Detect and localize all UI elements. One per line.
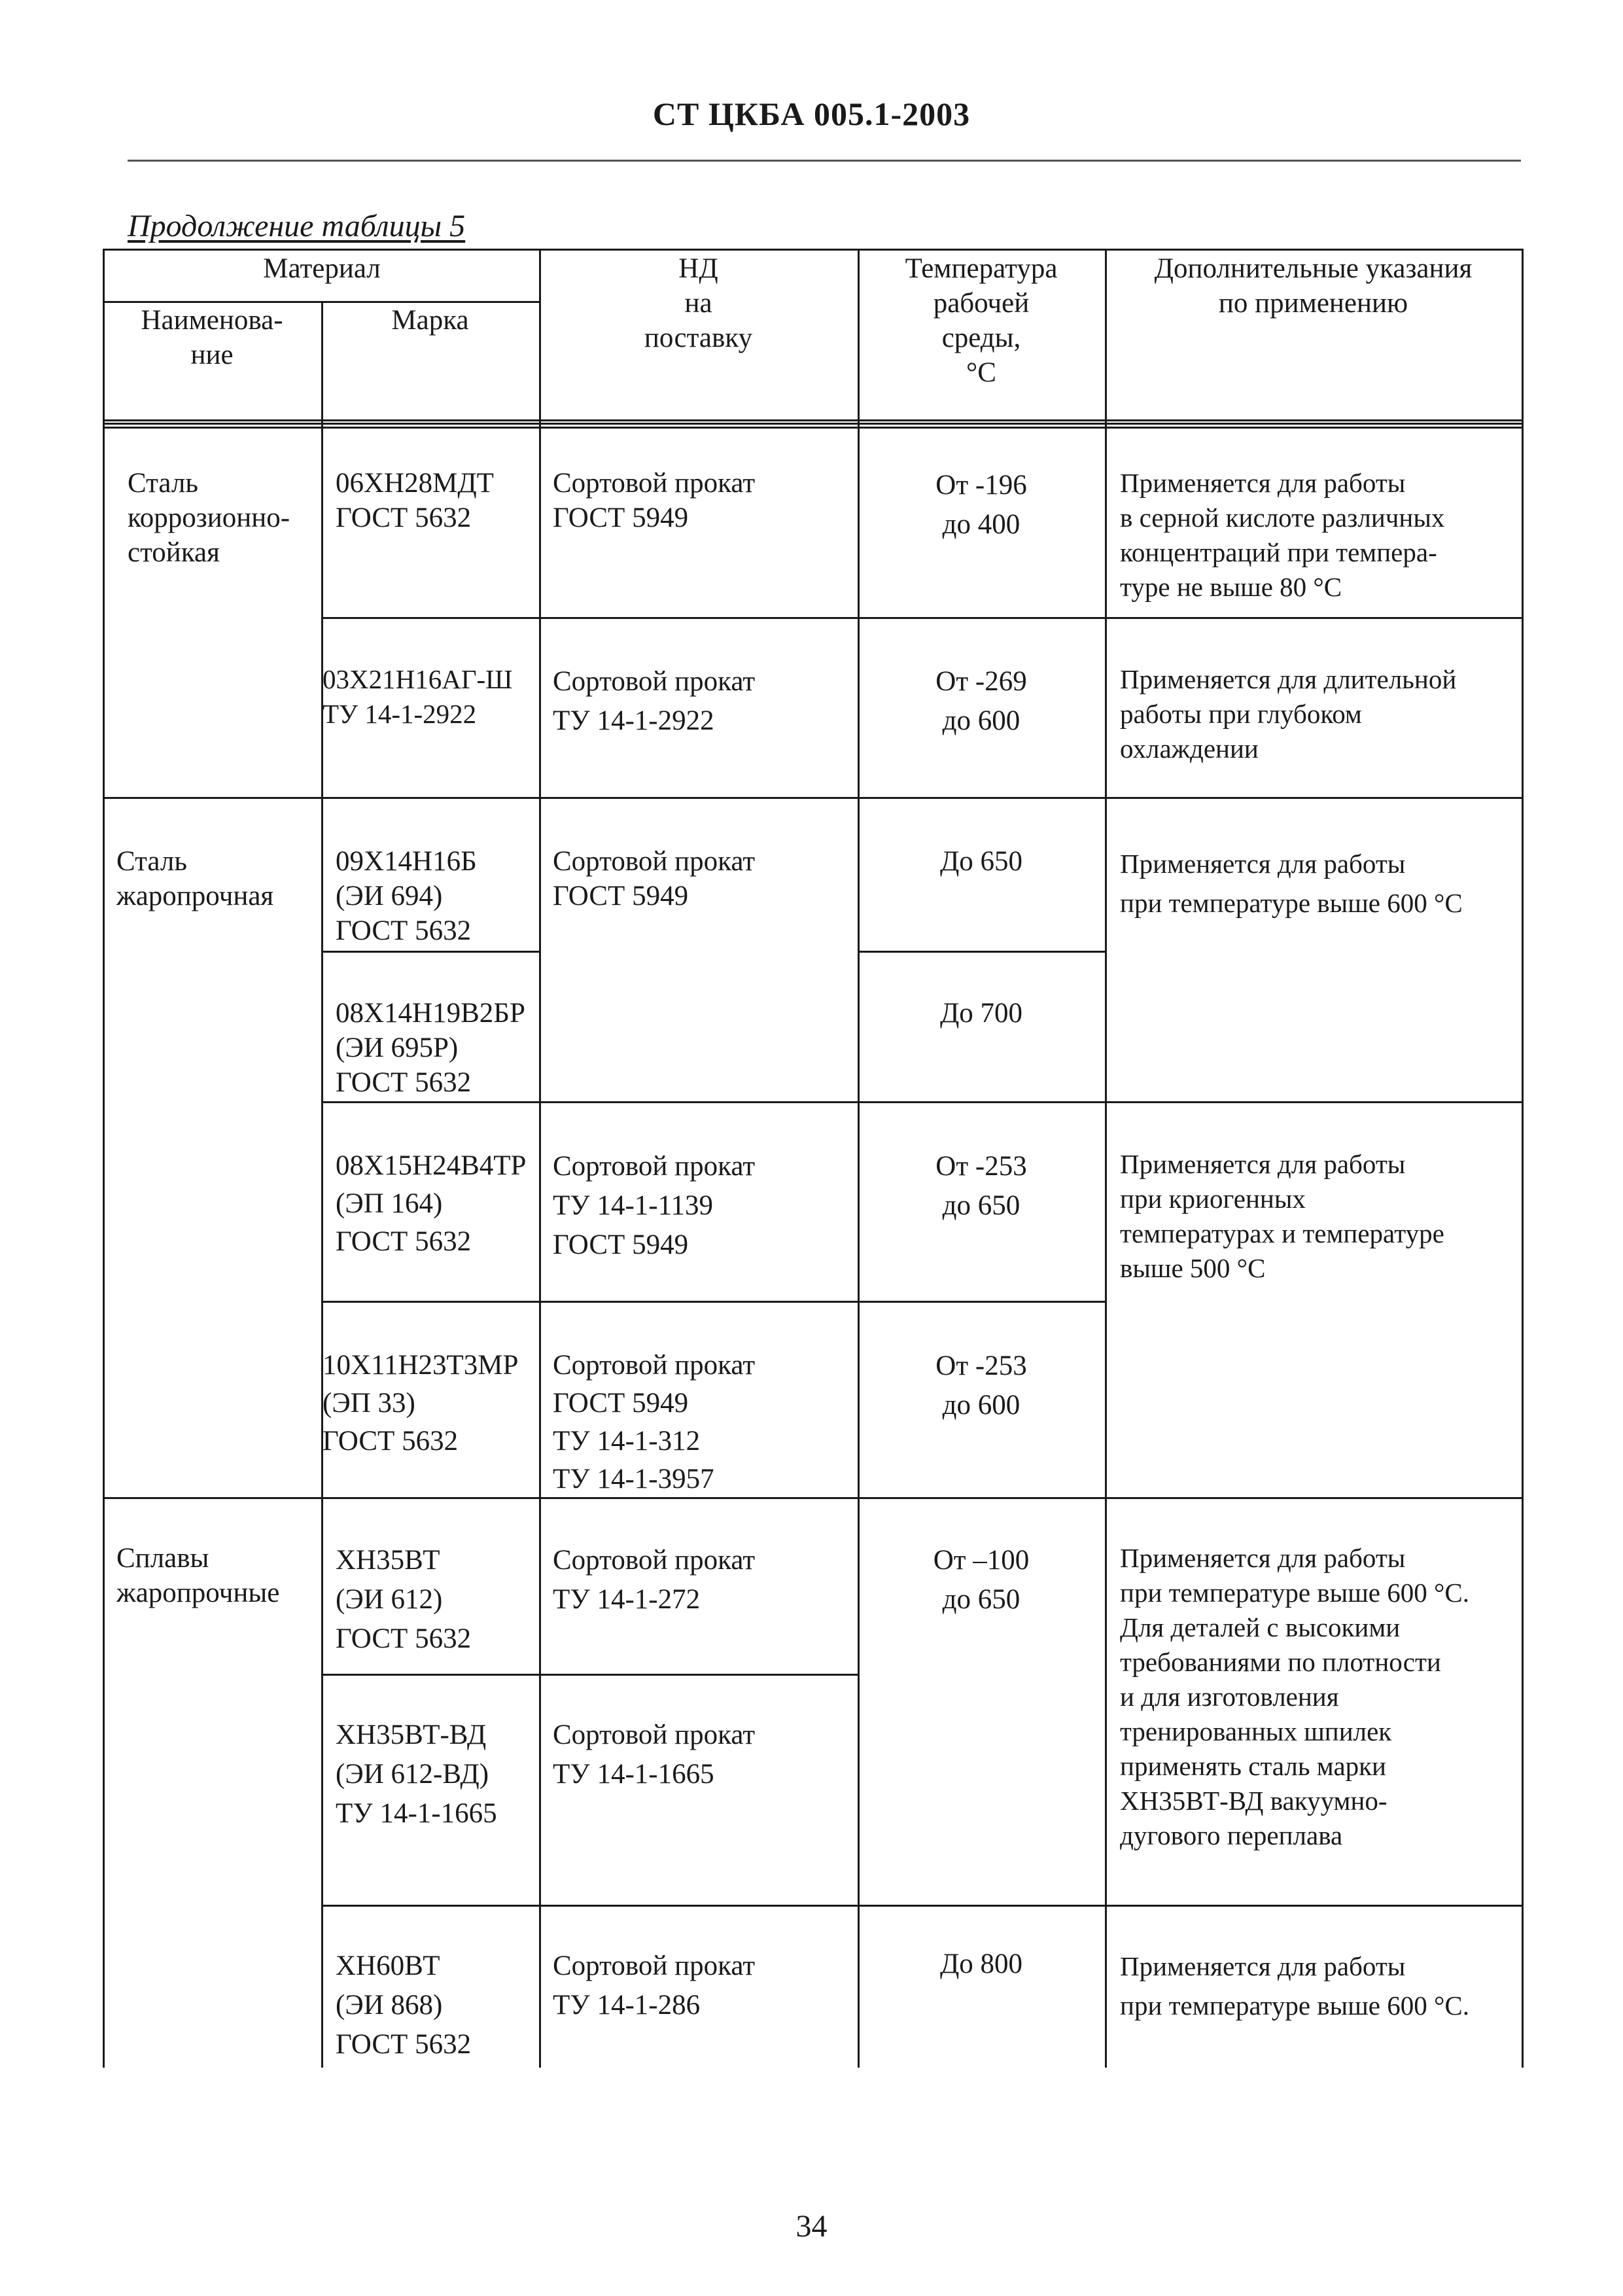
table-caption: Продолжение таблицы 5 <box>128 209 466 243</box>
header-grade: Марка <box>391 305 469 336</box>
row-separator <box>321 1905 1524 1907</box>
row-separator <box>321 617 1524 619</box>
nd-cell: Сортовой прокат ГОСТ 5949 ТУ 14-1-312 ТУ 14-1-3957 <box>553 1350 756 1494</box>
column-divider <box>321 301 323 2068</box>
grade-cell: 06ХН28МДТ ГОСТ 5632 <box>336 468 494 533</box>
notes-cell: Применяется для длительной работы при глубоком охлаждении <box>1120 664 1457 764</box>
column-divider <box>1105 249 1107 2068</box>
header-temperature: Температура рабочей среды, °С <box>905 253 1058 388</box>
row-separator <box>321 951 541 953</box>
row-separator <box>321 1101 1524 1103</box>
nd-cell: Сортовой прокат ТУ 14-1-286 <box>553 1951 756 2021</box>
grade-cell: ХН60ВТ (ЭИ 868) ГОСТ 5632 <box>336 1951 472 2060</box>
header-notes: Дополнительные указания по применению <box>1154 253 1473 319</box>
grade-cell: ХН35ВТ-ВД (ЭИ 612-ВД) ТУ 14-1-1665 <box>336 1720 497 1829</box>
grade-cell: 09Х14Н16Б (ЭИ 694) ГОСТ 5632 <box>336 846 477 946</box>
nd-cell: Сортовой прокат ГОСТ 5949 <box>553 468 756 533</box>
nd-cell: Сортовой прокат ГОСТ 5949 <box>553 846 756 911</box>
row-separator <box>103 797 1524 799</box>
notes-cell: Применяется для работы при температуре выше 600 °С. Для деталей с высокими требованиями по плотности и для изготовления тренированных шпилек применять сталь марки ХН35ВТ-ВД вакуумно- дугового переплава <box>1120 1543 1469 1850</box>
temperature-cell: До 800 <box>939 1949 1023 1979</box>
nd-cell: Сортовой прокат ТУ 14-1-272 <box>553 1545 756 1615</box>
row-separator <box>321 1674 860 1676</box>
column-divider <box>539 249 541 2068</box>
grade-cell: 03Х21Н16АГ-Ш ТУ 14-1-2922 <box>323 664 513 729</box>
grade-cell: ХН35ВТ (ЭИ 612) ГОСТ 5632 <box>336 1545 472 1654</box>
nd-cell: Сортовой прокат ТУ 14-1-1139 ГОСТ 5949 <box>553 1151 756 1260</box>
header-double-line <box>103 423 1524 429</box>
notes-cell: Применяется для работы при температуре выше 600 °С. <box>1120 1951 1469 2021</box>
temperature-cell: До 700 <box>939 998 1023 1029</box>
table-left-border <box>103 249 105 2068</box>
temperature-cell: От -253 до 650 <box>935 1151 1027 1221</box>
row-separator <box>321 1301 1107 1303</box>
group-name: Сталь жаропрочная <box>116 846 274 911</box>
header-bottom-line <box>103 419 1524 421</box>
header-nd: НД на поставку <box>644 253 753 353</box>
page-number: 34 <box>795 2209 828 2244</box>
document-code: СТ ЦКБА 005.1-2003 <box>652 96 971 132</box>
table-top-border <box>103 249 1524 251</box>
grade-cell: 10Х11Н23Т3МР (ЭП 33) ГОСТ 5632 <box>323 1350 519 1457</box>
nd-cell: Сортовой прокат ТУ 14-1-2922 <box>553 666 756 736</box>
row-separator <box>860 951 1107 953</box>
temperature-cell: До 650 <box>939 846 1023 877</box>
notes-cell: Применяется для работы в серной кислоте различных концентраций при темпера- туре не выше 80 °С <box>1120 468 1445 602</box>
table-right-border <box>1522 249 1524 2068</box>
grade-cell: 08Х15Н24В4ТР (ЭП 164) ГОСТ 5632 <box>336 1150 527 1257</box>
temperature-cell: От –100 до 650 <box>933 1545 1030 1615</box>
group-name: Сплавы жаропрочные <box>116 1543 280 1608</box>
notes-cell: Применяется для работы при температуре выше 600 °С <box>1120 849 1463 918</box>
temperature-cell: От -196 до 400 <box>935 470 1027 540</box>
notes-cell: Применяется для работы при криогенных температурах и температуре выше 500 °С <box>1120 1149 1444 1283</box>
nd-cell: Сортовой прокат ТУ 14-1-1665 <box>553 1720 756 1790</box>
header-material: Материал <box>263 253 381 284</box>
header-name: Наименова- ние <box>141 305 283 370</box>
grade-cell: 08Х14Н19В2БР (ЭИ 695Р) ГОСТ 5632 <box>336 998 525 1098</box>
temperature-cell: От -269 до 600 <box>935 666 1027 736</box>
group-name: Сталь коррозионно- стойкая <box>128 468 290 568</box>
temperature-cell: От -253 до 600 <box>935 1351 1027 1421</box>
